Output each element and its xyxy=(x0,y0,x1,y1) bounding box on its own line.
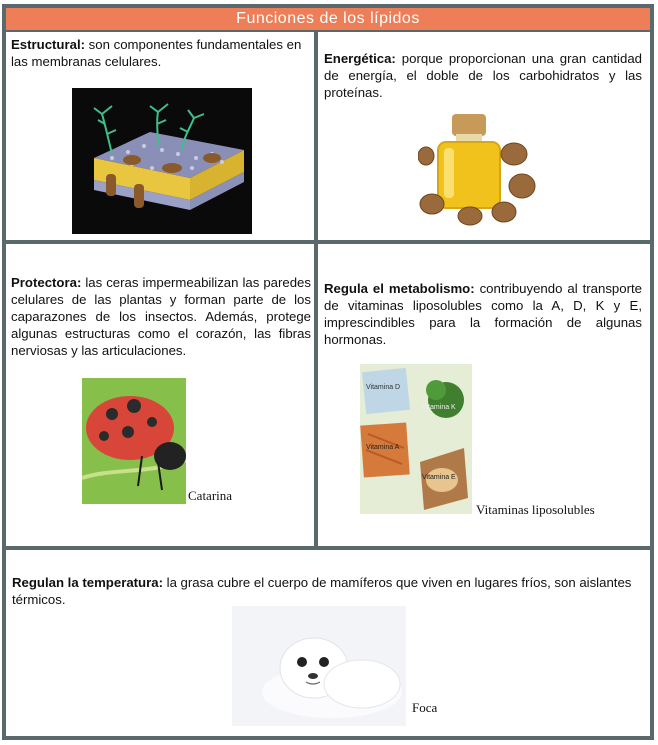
cell-estructural xyxy=(6,32,314,240)
cell-metabolismo xyxy=(318,244,650,546)
protectora-text: las ceras impermeabilizan las paredes celulares de las plantas y forman parte de los caparazones de los insectos. Además, protege algunas estructuras como el corazón, las fibras nerviosas y las articulaciones. xyxy=(11,275,311,358)
metabolismo-text: contribuyendo al transporte de vitaminas liposolubles como la A, D, K y E, imprescindibles para la formación de algunas hormonas. xyxy=(324,281,642,347)
cell-protectora xyxy=(6,244,314,546)
table-title: Funciones de los lípidos xyxy=(6,8,650,30)
metabolismo-caption: Vitaminas liposolubles xyxy=(476,502,595,517)
cell-energetica xyxy=(318,32,650,240)
metabolismo-heading: Regula el metabolismo: xyxy=(324,281,475,296)
energetica-heading: Energética: xyxy=(324,51,396,66)
seal-pup-photo xyxy=(232,606,406,726)
protectora-caption: Catarina xyxy=(188,488,233,503)
energetica-paragraph xyxy=(324,50,642,101)
estructural-text: son componentes fundamentales en las membranas celulares. xyxy=(11,37,302,69)
temperatura-caption: Foca xyxy=(412,700,438,715)
temperatura-text: la grasa cubre el cuerpo de mamíferos que viven en lugares fríos, son aislantes térmicos. xyxy=(12,575,632,607)
oil-and-walnuts-photo xyxy=(418,112,538,230)
energetica-text: porque proporcionan una gran cantidad de energía, el doble de los carbohidratos y las proteínas. xyxy=(324,51,642,100)
estructural-heading: Estructural: xyxy=(11,37,86,52)
temperatura-heading: Regulan la temperatura: xyxy=(12,575,163,590)
collage-label-e: Vitamina E xyxy=(422,474,456,481)
cell-temperatura xyxy=(6,550,650,736)
collage-label-d: Vitamina D xyxy=(366,384,401,391)
estructural-paragraph xyxy=(11,36,311,70)
protectora-paragraph xyxy=(11,274,311,359)
collage-label-k: Vitamina K xyxy=(422,404,456,411)
collage-label-a: Vitamina A xyxy=(366,444,400,451)
membrane-illustration xyxy=(72,88,252,234)
vitamins-collage xyxy=(360,364,472,514)
metabolismo-paragraph xyxy=(324,280,642,348)
protectora-heading: Protectora: xyxy=(11,275,82,290)
temperatura-paragraph xyxy=(12,574,644,608)
ladybug-photo xyxy=(82,378,186,504)
lipid-functions-table xyxy=(2,4,654,740)
